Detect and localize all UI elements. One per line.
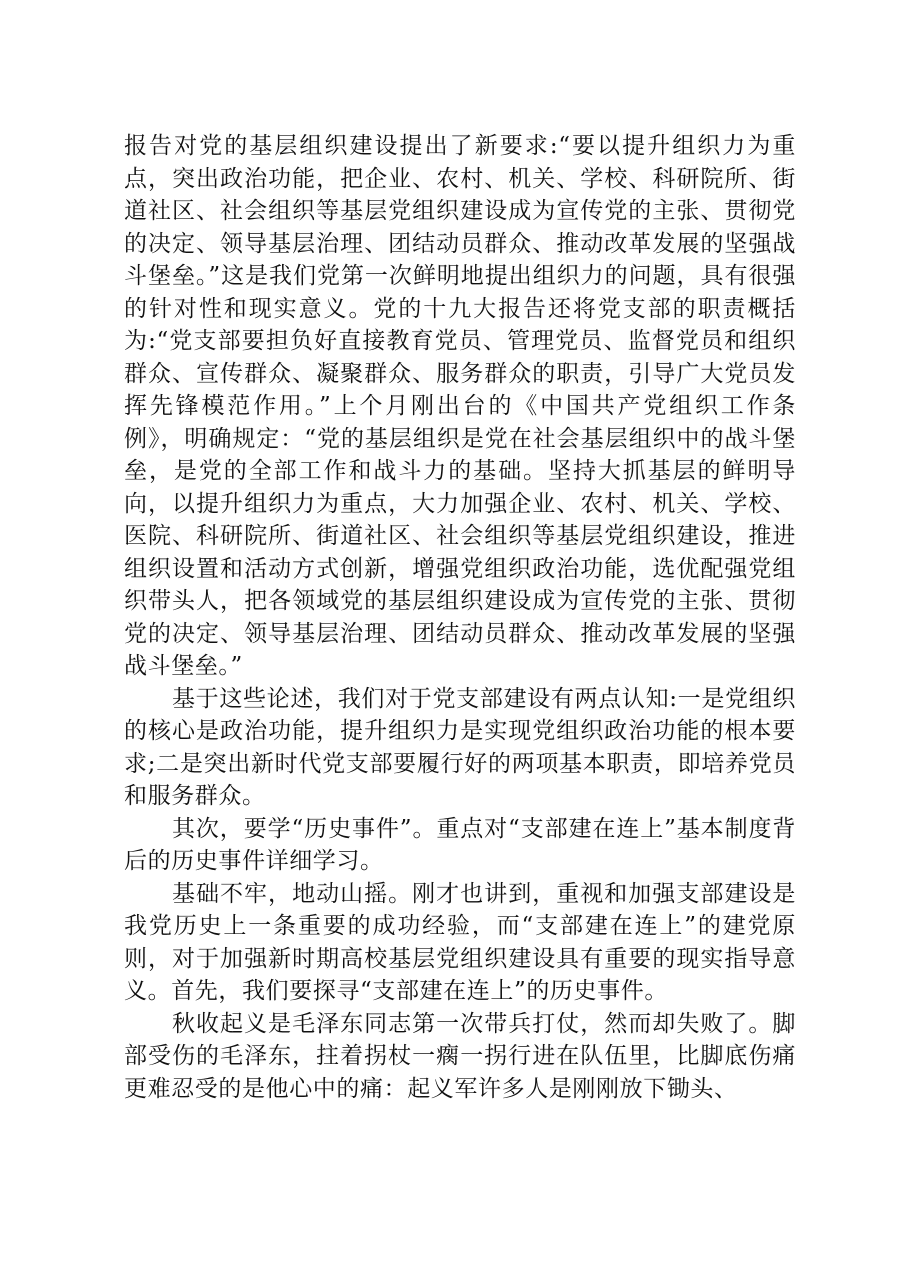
paragraph-3: 其次，要学“历史事件”。重点对“支部建在连上”基本制度背后的历史事件详细学习。 — [124, 815, 796, 874]
paragraph-4: 基础不牢，地动山摇。刚才也讲到，重视和加强支部建设是我党历史上一条重要的成功经验，而“支部建在连上”的建党原则，对于加强新时期高校基层党组织建设具有重要的现实指导意义。首先，我们要探寻“支部建在连上”的历史事件。 — [124, 880, 796, 1004]
paragraph-5: 秋收起义是毛泽东同志第一次带兵打仗，然而却失败了。脚部受伤的毛泽东，拄着拐杖一瘸一拐行进在队伍里，比脚底伤痛更难忍受的是他心中的痛：起义军许多人是刚刚放下锄头、 — [124, 1010, 796, 1102]
document-page — [124, 130, 796, 1105]
paragraph-1: 报告对党的基层组织建设提出了新要求:“要以提升组织力为重点，突出政治功能，把企业、农村、机关、学校、科研院所、街道社区、社会组织等基层党组织建设成为宣传党的主张、贯彻党的决定、领导基层治理、团结动员群众、推动改革发展的坚强战斗堡垒。”这是我们党第一次鲜明地提出组织力的问题，具有很强的针对性和现实意义。党的十九大报告还将党支部的职责概括为:“党支部要担负好直接教育党员、管理党员、监督党员和组织群众、宣传群众、凝聚群众、服务群众的职责，引导广大党员发挥先锋模范作用。”上个月刚出台的《中国共产党组织工作条例》，明确规定：“党的基层组织是党在社会基层组织中的战斗堡垒，是党的全部工作和战斗力的基础。坚持大抓基层的鲜明导向，以提升组织力为重点，大力加强企业、农村、机关、学校、医院、科研院所、街道社区、社会组织等基层党组织建设，推进组织设置和活动方式创新，增强党组织政治功能，选优配强党组织带头人，把各领域党的基层组织建设成为宣传党的主张、贯彻党的决定、领导基层治理、团结动员群众、推动改革发展的坚强战斗堡垒。” — [124, 133, 796, 679]
paragraph-2: 基于这些论述，我们对于党支部建设有两点认知:一是党组织的核心是政治功能，提升组织力是实现党组织政治功能的根本要求;二是突出新时代党支部要履行好的两项基本职责，即培养党员和服务群众。 — [124, 685, 796, 809]
